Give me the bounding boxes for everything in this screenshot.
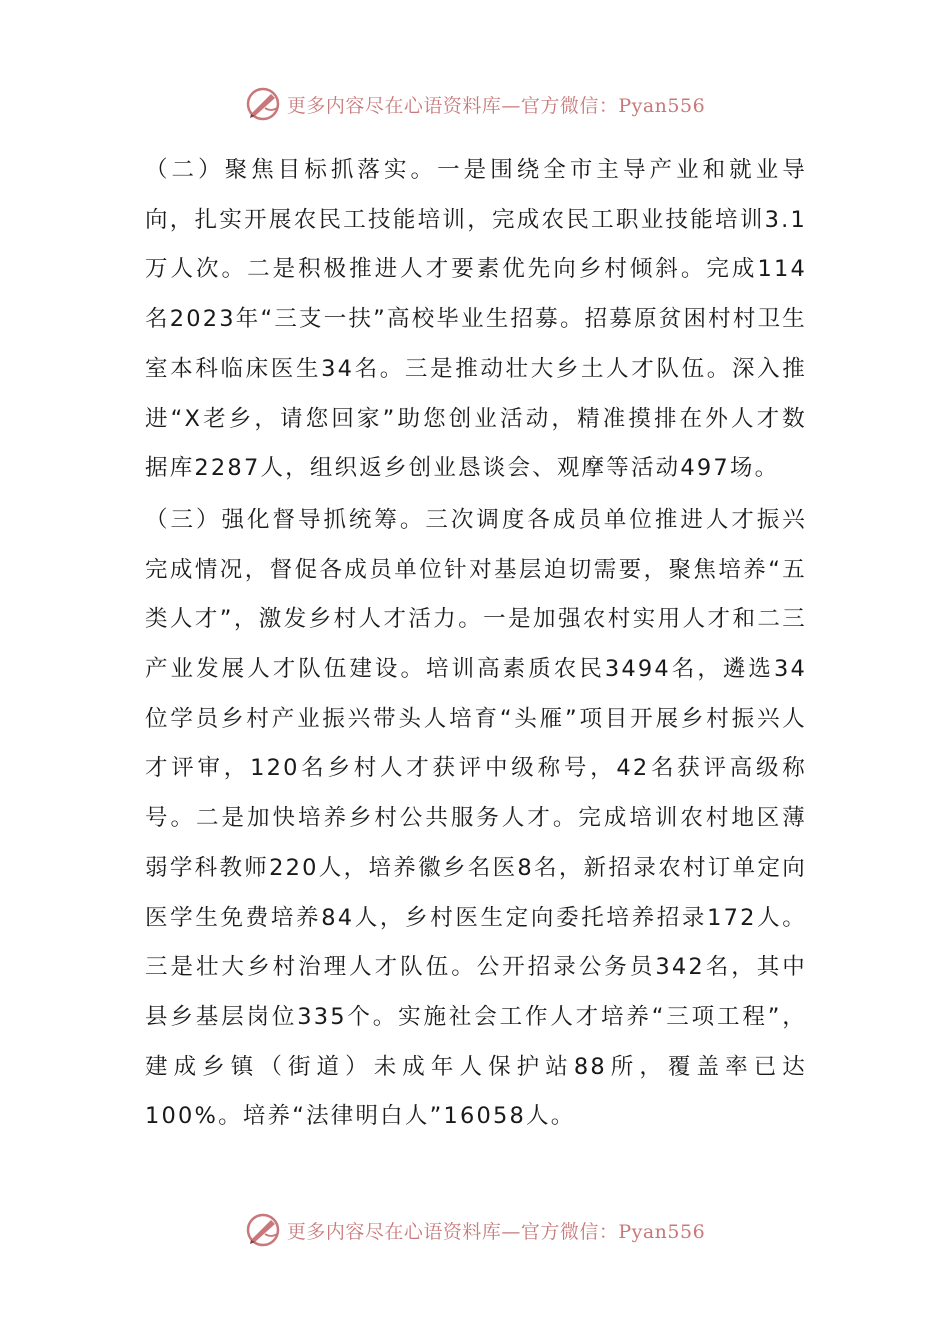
pen-logo-icon — [245, 1212, 281, 1248]
paragraph-2: （二）聚焦目标抓落实。一是围绕全市主导产业和就业导向，扎实开展农民工技能培训，完成农民工职业技能培训3.1万人次。二是积极推进人才要素优先向乡村倾斜。完成114名2023年“三支一扶”高校毕业生招募。招募原贫困村村卫生室本科临床医生34名。三是推动壮大乡土人才队伍。深入推进“X老乡，请您回家”助您创业活动，精准摸排在外人才数据库2287人，组织返乡创业恳谈会、观摩等活动497场。 — [145, 157, 807, 482]
watermark-text: 更多内容尽在心语资料库—官方微信：Pyan556 — [286, 94, 706, 117]
document-body — [145, 146, 807, 1144]
watermark-text: 更多内容尽在心语资料库—官方微信：Pyan556 — [286, 1220, 706, 1243]
paragraph-3: （三）强化督导抓统筹。三次调度各成员单位推进人才振兴完成情况，督促各成员单位针对基层迫切需要，聚焦培养“五类人才”，激发乡村人才活力。一是加强农村实用人才和二三产业发展人才队伍建设。培训高素质农民3494名，遴选34位学员乡村产业振兴带头人培育“头雁”项目开展乡村振兴人才评审，120名乡村人才获评中级称号，42名获评高级称号。二是加快培养乡村公共服务人才。完成培训农村地区薄弱学科教师220人，培养徽乡名医8名，新招录农村订单定向医学生免费培养84人，乡村医生定向委托培养招录172人。三是壮大乡村治理人才队伍。公开招录公务员342名，其中县乡基层岗位335个。实施社会工作人才培养“三项工程”，建成乡镇（街道）未成年人保护站88所，覆盖率已达100%。培养“法律明白人”16058人。 — [145, 506, 807, 1130]
header-watermark — [0, 86, 950, 122]
pen-logo-icon — [245, 86, 281, 122]
footer-watermark — [0, 1212, 950, 1248]
